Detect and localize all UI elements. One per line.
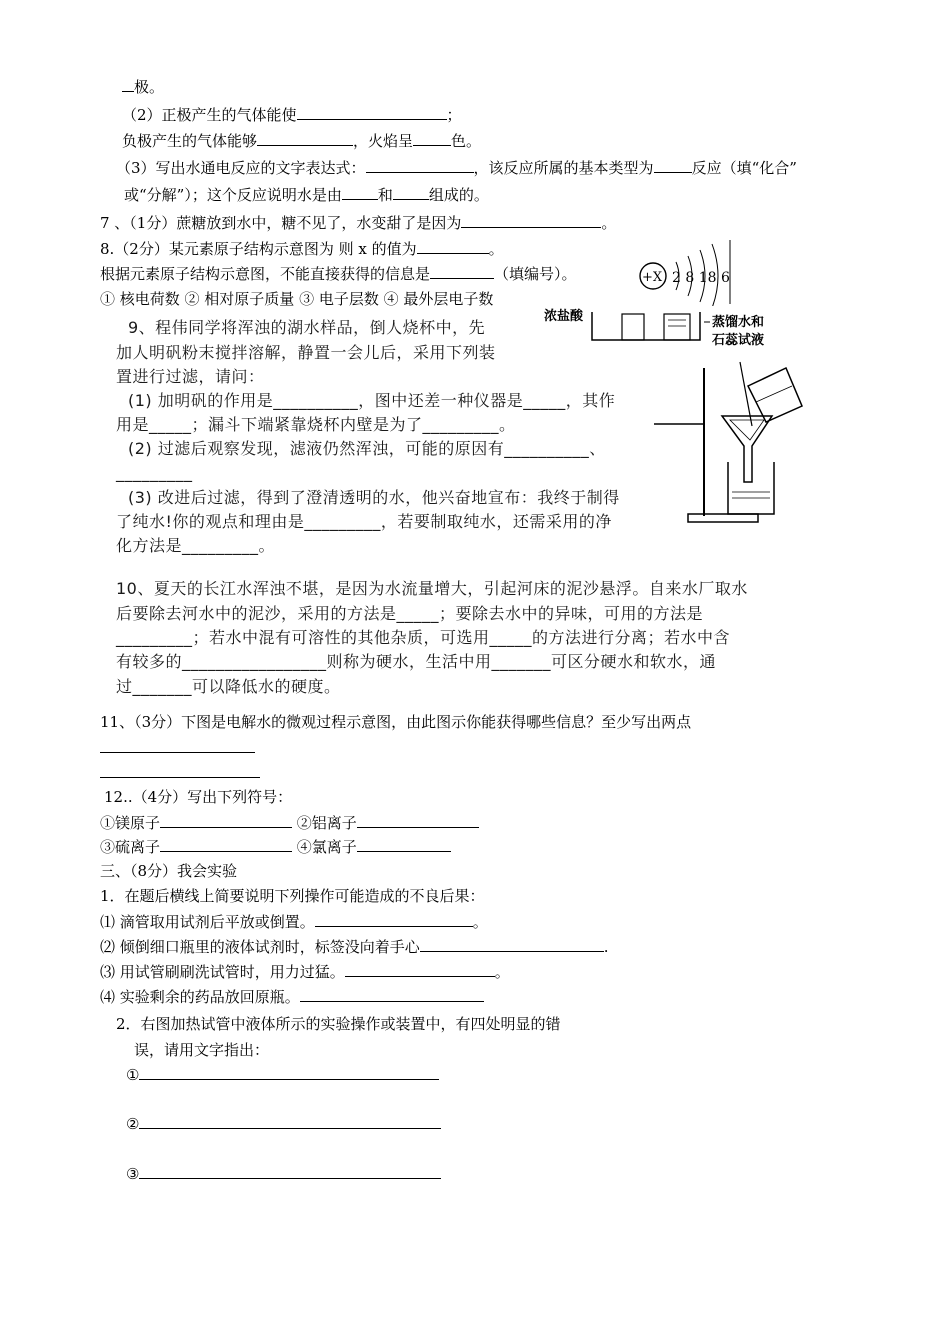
q9-line7: _________ — [116, 463, 193, 482]
sec3-answer2: ② — [126, 1113, 441, 1134]
electron-shell-numbers: 2 8 18 6 — [672, 270, 730, 286]
q9-line4: (1) 加明矾的作用是__________，图中还差一种仪器是_____，其作 — [128, 391, 616, 410]
filtration-figure — [540, 306, 822, 532]
fig-label-right2: 石蕊试液 — [712, 333, 765, 348]
fig-label-right1: 蒸馏水和 — [712, 315, 765, 330]
q11-answer-line[interactable] — [100, 777, 260, 778]
q12-title: 12..（4分）写出下列符号： — [104, 788, 293, 806]
answer-blank[interactable] — [345, 961, 495, 977]
beaker-left-small — [622, 314, 644, 340]
answer-blank[interactable] — [357, 812, 479, 828]
nucleus-label: +X — [642, 270, 663, 285]
q8-line2: 根据元素原子结构示意图，不能直接获得的信息是 （填编号）。 — [100, 265, 577, 283]
receiving-beaker — [728, 462, 774, 514]
q10-line4: 有较多的_________________则称为硬水，生活中用_______可区分硬水和软水，通 — [116, 652, 717, 671]
q10-line5: 过_______可以降低水的硬度。 — [116, 677, 341, 696]
sec3-q1a: ⑴ 滴管取用试剂后平放或倒置。 。 — [100, 913, 488, 931]
answer-blank[interactable] — [413, 130, 451, 146]
q10-line2: 后要除去河水中的泥沙，采用的方法是_____；要除去水中的异味，可用的方法是 — [116, 604, 704, 623]
sec3-q1b: ⑵ 倾倒细口瓶里的液体试剂时，标签没向着手心 . — [100, 938, 609, 956]
beaker-right-small — [664, 314, 690, 340]
sec3-q2b: 误，请用文字指出： — [134, 1041, 270, 1059]
q9-line2: 加人明矾粉末搅拌溶解，静置一会儿后，采用下列装 — [116, 343, 496, 362]
q9-line10: 化方法是_________。 — [116, 536, 276, 555]
sec3-q1: 1．在题后横线上简要说明下列操作可能造成的不良后果： — [100, 887, 485, 905]
answer-blank[interactable] — [160, 812, 292, 828]
answer-blank[interactable] — [393, 184, 429, 200]
q11-answer-line[interactable] — [100, 752, 255, 753]
sec3-q2a: 2．右图加热试管中液体所示的实验操作或装置中，有四处明显的错 — [116, 1015, 561, 1033]
sec3-q1d: ⑷ 实验剩余的药品放回原瓶。 — [100, 986, 484, 1007]
answer-blank[interactable] — [430, 263, 494, 279]
answer-blank[interactable] — [139, 1113, 441, 1129]
answer-blank[interactable] — [315, 911, 473, 927]
answer-blank[interactable] — [297, 104, 447, 120]
pouring-beaker — [748, 368, 802, 422]
answer-blank[interactable] — [160, 836, 292, 852]
answer-blank[interactable] — [342, 184, 378, 200]
section3-title: 三、（8分）我会实验 — [100, 862, 238, 880]
sec3-q1c: ⑶ 用试管刷刷洗试管时，用力过猛。 。 — [100, 963, 510, 981]
q6-line4: 或“分解”）；这个反应说明水是由 和 组成的。 — [124, 186, 489, 204]
answer-blank[interactable] — [417, 238, 489, 254]
q10-line3: _________；若水中混有可溶性的其他杂质，可选用_____的方法进行分离；若水中含 — [116, 628, 731, 647]
answer-blank[interactable] — [654, 157, 692, 173]
q8-line1: 8.（2分）某元素原子结构示意图为 则 x 的值为 。 — [100, 240, 504, 258]
q6-line1: （2）正极产生的气体能使 ； — [122, 106, 462, 124]
atom-structure-diagram — [636, 238, 736, 306]
q9-line8: (3) 改进后过滤，得到了澄清透明的水，他兴奋地宣布：我终于制得 — [128, 488, 620, 507]
q6-line2: 负极产生的气体能够 ，火焰呈 色。 — [122, 132, 482, 150]
answer-blank[interactable] — [122, 76, 134, 92]
q8-line3: ① 核电荷数 ② 相对原子质量 ③ 电子层数 ④ 最外层电子数 — [100, 290, 494, 308]
q10-line1: 10、夏天的长江水浑浊不堪，是因为水流量增大，引起河床的泥沙悬浮。自来水厂取水 — [116, 579, 748, 598]
answer-blank[interactable] — [139, 1163, 441, 1179]
answer-blank[interactable] — [461, 212, 601, 228]
q9-line9: 了纯水!你的观点和理由是_________，若要制取纯水，还需采用的净 — [116, 512, 612, 531]
answer-blank[interactable] — [357, 836, 451, 852]
q6-line3: （3）写出水通电反应的文字表达式： ，该反应所属的基本类型为 反应（填“化合” — [116, 159, 797, 177]
answer-blank[interactable] — [420, 936, 604, 952]
funnel — [722, 416, 772, 482]
sec3-answer1: ① — [126, 1064, 439, 1085]
answer-blank[interactable] — [300, 986, 484, 1002]
q7-line: 7 、（1分）蔗糖放到水中，糖不见了，水变甜了是因为 。 — [100, 214, 617, 232]
answer-blank[interactable] — [139, 1064, 439, 1080]
q12-row1: ①镁原子 ②铝离子 — [100, 812, 479, 833]
q9-line5: 用是_____；漏斗下端紧靠烧杯内壁是为了_________。 — [116, 415, 516, 434]
q9-line1: 9、程伟同学将浑浊的湖水样品，倒人烧杯中，先 — [128, 318, 486, 337]
q9-line3: 置进行过滤，请问： — [116, 367, 265, 386]
fig-label-left: 浓盐酸 — [544, 309, 584, 324]
answer-blank[interactable] — [366, 157, 474, 173]
answer-blank[interactable] — [257, 130, 353, 146]
liquid-line — [756, 386, 792, 402]
sec3-answer3: ③ — [126, 1163, 441, 1184]
stand-base — [688, 514, 758, 522]
q6-line0: 极。 — [122, 76, 164, 97]
q11-text: 11、（3分）下图是电解水的微观过程示意图，由此图示你能获得哪些信息？至少写出两点 — [100, 713, 692, 731]
q9-line6: (2) 过滤后观察发现，滤液仍然浑浊，可能的原因有__________、 — [128, 439, 606, 458]
q12-row2: ③硫离子 ④氯离子 — [100, 836, 451, 857]
